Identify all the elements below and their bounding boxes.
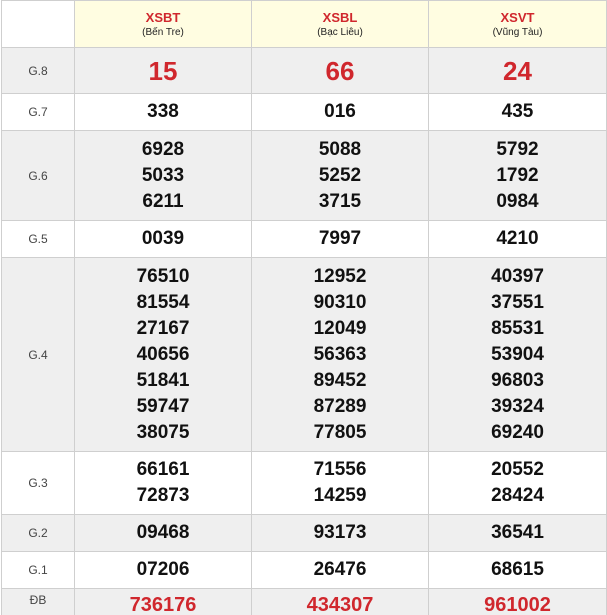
prize-cell — [252, 221, 429, 258]
prize-cell — [252, 94, 429, 131]
prize-cell — [75, 131, 252, 221]
prize-number: 51841 — [136, 369, 190, 391]
prize-cell — [252, 48, 429, 94]
prize-row-g5 — [2, 221, 607, 258]
province-header-bt[interactable] — [75, 1, 252, 48]
prize-label: G.1 — [2, 552, 75, 589]
prize-number: 016 — [324, 101, 356, 122]
prize-number: 3715 — [318, 190, 362, 212]
prize-cell — [429, 221, 607, 258]
province-name: (Vũng Tàu) — [492, 26, 543, 38]
prize-cell — [429, 589, 607, 615]
prize-row-g3 — [2, 452, 607, 515]
prize-cell — [429, 515, 607, 552]
prize-row-g6 — [2, 131, 607, 221]
prize-number: 81554 — [136, 291, 190, 313]
special-prize-number: 736176 — [129, 594, 197, 615]
prize-cell — [75, 221, 252, 258]
prize-number: 27167 — [136, 317, 190, 339]
prize-label: G.8 — [2, 48, 75, 94]
prize-label: G.4 — [2, 258, 75, 452]
prize-number: 76510 — [136, 265, 190, 287]
prize-number: 20552 — [491, 459, 544, 480]
prize-cell — [75, 589, 252, 615]
prize-number: 26476 — [313, 559, 367, 580]
prize-number: 24 — [503, 55, 532, 86]
province-name: (Bến Tre) — [142, 26, 184, 38]
province-code[interactable]: XSBT — [145, 9, 181, 25]
prize-number: 59747 — [136, 395, 190, 417]
prize-number: 93173 — [313, 522, 367, 543]
prize-row-g4 — [2, 258, 607, 452]
prize-number: 28424 — [491, 485, 544, 506]
header-row — [2, 1, 607, 48]
prize-number: 0984 — [496, 190, 539, 212]
results-table — [1, 0, 607, 615]
prize-cell — [75, 258, 252, 452]
corner-cell — [2, 1, 75, 48]
prize-number: 38075 — [136, 421, 190, 443]
prize-number: 72873 — [136, 485, 190, 506]
prize-number: 90310 — [313, 291, 367, 313]
prize-cell — [429, 94, 607, 131]
prize-number: 4210 — [496, 228, 539, 249]
prize-cell — [429, 452, 607, 515]
prize-cell — [75, 48, 252, 94]
prize-number: 09468 — [136, 522, 190, 543]
prize-number: 87289 — [313, 395, 367, 417]
prize-label: ĐB — [2, 589, 75, 615]
prize-number: 85531 — [491, 317, 544, 339]
prize-number: 5252 — [318, 164, 362, 186]
prize-number: 69240 — [491, 421, 544, 443]
prize-row-g8 — [2, 48, 607, 94]
prize-number: 71556 — [313, 459, 367, 480]
prize-number: 435 — [501, 101, 534, 122]
prize-row-special — [2, 589, 607, 615]
prize-number: 12049 — [313, 317, 367, 339]
prize-number: 39324 — [491, 395, 544, 417]
prize-number: 12952 — [313, 265, 367, 287]
prize-label: G.2 — [2, 515, 75, 552]
prize-cell — [429, 552, 607, 589]
prize-number: 77805 — [313, 421, 367, 443]
prize-number: 1792 — [496, 164, 539, 186]
prize-number: 07206 — [136, 559, 190, 580]
prize-cell — [252, 131, 429, 221]
prize-number: 6211 — [142, 190, 184, 212]
prize-number: 40397 — [491, 265, 544, 287]
prize-number: 338 — [147, 101, 179, 122]
prize-number: 6928 — [141, 138, 185, 160]
prize-number: 68615 — [491, 559, 544, 580]
province-header-bl[interactable] — [252, 1, 429, 48]
prize-number: 40656 — [136, 343, 190, 365]
prize-cell — [75, 515, 252, 552]
prize-row-g1 — [2, 552, 607, 589]
prize-cell — [252, 552, 429, 589]
prize-number: 15 — [148, 55, 178, 86]
prize-row-g2 — [2, 515, 607, 552]
prize-cell — [252, 515, 429, 552]
prize-cell — [75, 452, 252, 515]
prize-row-g7 — [2, 94, 607, 131]
special-prize-number: 961002 — [484, 594, 551, 615]
province-header-vt[interactable] — [429, 1, 607, 48]
prize-label: G.7 — [2, 94, 75, 131]
prize-number: 5088 — [318, 138, 362, 160]
prize-number: 5792 — [496, 138, 539, 160]
prize-number: 7997 — [318, 228, 362, 249]
prize-cell — [75, 94, 252, 131]
prize-cell — [75, 552, 252, 589]
prize-number: 66161 — [136, 459, 190, 480]
prize-number: 96803 — [491, 369, 544, 391]
prize-number: 89452 — [313, 369, 367, 391]
prize-number: 53904 — [491, 343, 544, 365]
province-name: (Bạc Liêu) — [317, 26, 363, 38]
prize-cell — [429, 131, 607, 221]
prize-number: 5033 — [141, 164, 185, 186]
prize-label: G.5 — [2, 221, 75, 258]
prize-number: 0039 — [141, 228, 185, 249]
prize-cell — [252, 452, 429, 515]
prize-label: G.3 — [2, 452, 75, 515]
prize-cell — [252, 589, 429, 615]
special-prize-number: 434307 — [306, 594, 374, 615]
prize-number: 66 — [325, 55, 355, 86]
prize-number: 37551 — [491, 291, 544, 313]
prize-cell — [252, 258, 429, 452]
province-code[interactable]: XSVT — [500, 9, 535, 25]
prize-number: 36541 — [491, 522, 544, 543]
prize-cell — [429, 258, 607, 452]
prize-cell — [429, 48, 607, 94]
province-code[interactable]: XSBL — [322, 9, 358, 25]
prize-number: 14259 — [313, 485, 367, 506]
prize-number: 56363 — [313, 343, 367, 365]
prize-label: G.6 — [2, 131, 75, 221]
